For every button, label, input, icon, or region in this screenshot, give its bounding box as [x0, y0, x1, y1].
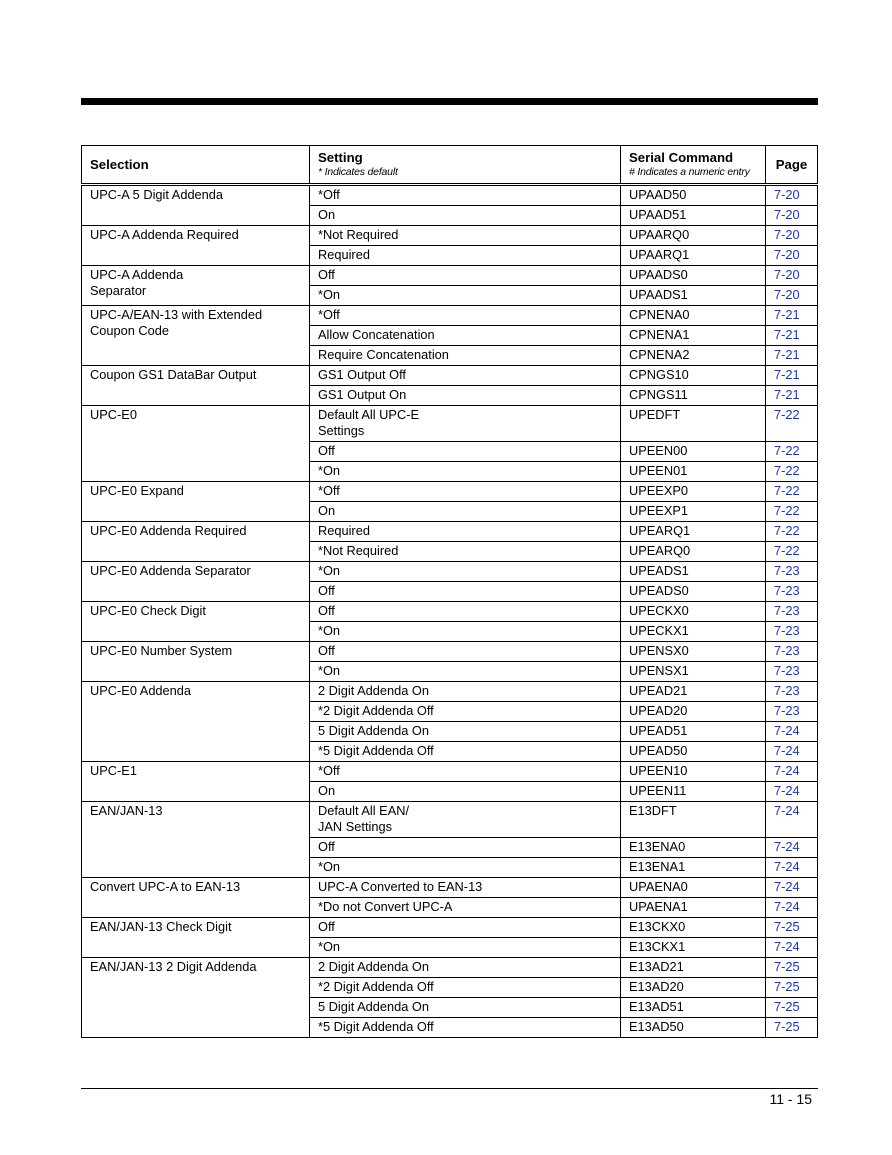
- page-link[interactable]: 7-24: [766, 878, 818, 898]
- selection-cell: EAN/JAN-13: [82, 802, 310, 878]
- setting-cell: On: [310, 206, 621, 226]
- page-link[interactable]: 7-23: [766, 622, 818, 642]
- page-link[interactable]: 7-25: [766, 998, 818, 1018]
- table-row: [82, 602, 818, 622]
- setting-cell: 5 Digit Addenda On: [310, 722, 621, 742]
- page-link[interactable]: 7-23: [766, 602, 818, 622]
- page-link[interactable]: 7-20: [766, 185, 818, 206]
- table-row: [82, 878, 818, 898]
- page-link[interactable]: 7-22: [766, 482, 818, 502]
- setting-cell: *Off: [310, 482, 621, 502]
- setting-cell: Off: [310, 918, 621, 938]
- serial-command-cell: UPEADS1: [621, 562, 766, 582]
- page-number: 11 - 15: [769, 1091, 812, 1107]
- serial-command-cell: UPEEXP0: [621, 482, 766, 502]
- page-link[interactable]: 7-20: [766, 286, 818, 306]
- setting-cell: On: [310, 502, 621, 522]
- setting-cell: *On: [310, 938, 621, 958]
- setting-cell: UPC-A Converted to EAN-13: [310, 878, 621, 898]
- selection-cell: Coupon GS1 DataBar Output: [82, 366, 310, 406]
- page-link[interactable]: 7-21: [766, 326, 818, 346]
- selection-cell: UPC-A Addenda Required: [82, 226, 310, 266]
- setting-cell: Off: [310, 642, 621, 662]
- setting-cell: GS1 Output On: [310, 386, 621, 406]
- selection-cell: UPC-A 5 Digit Addenda: [82, 185, 310, 226]
- page-link[interactable]: 7-23: [766, 582, 818, 602]
- selection-cell: UPC-E0 Addenda Separator: [82, 562, 310, 602]
- serial-command-cell: E13CKX0: [621, 918, 766, 938]
- page-link[interactable]: 7-22: [766, 542, 818, 562]
- selection-cell: EAN/JAN-13 Check Digit: [82, 918, 310, 958]
- setting-cell: Require Concatenation: [310, 346, 621, 366]
- serial-command-cell: UPEAD51: [621, 722, 766, 742]
- table-row: [82, 802, 818, 838]
- serial-command-cell: UPEEN01: [621, 462, 766, 482]
- serial-command-cell: UPAAD50: [621, 185, 766, 206]
- serial-command-cell: E13AD50: [621, 1018, 766, 1038]
- selection-cell: UPC-E0 Check Digit: [82, 602, 310, 642]
- serial-command-cell: UPEADS0: [621, 582, 766, 602]
- setting-cell: 5 Digit Addenda On: [310, 998, 621, 1018]
- setting-cell: *On: [310, 622, 621, 642]
- page-link[interactable]: 7-20: [766, 226, 818, 246]
- setting-cell: *Off: [310, 185, 621, 206]
- setting-cell: Allow Concatenation: [310, 326, 621, 346]
- table-row: [82, 642, 818, 662]
- page-link[interactable]: 7-20: [766, 266, 818, 286]
- header-setting-note: * Indicates default: [318, 165, 398, 178]
- header-row: [82, 146, 818, 185]
- page-link[interactable]: 7-21: [766, 366, 818, 386]
- setting-cell: *Do not Convert UPC-A: [310, 898, 621, 918]
- setting-cell: *On: [310, 562, 621, 582]
- page-link[interactable]: 7-23: [766, 562, 818, 582]
- serial-command-cell: UPEAD50: [621, 742, 766, 762]
- page-link[interactable]: 7-24: [766, 802, 818, 838]
- serial-command-cell: UPAENA1: [621, 898, 766, 918]
- serial-command-cell: UPEDFT: [621, 406, 766, 442]
- serial-command-cell: UPECKX1: [621, 622, 766, 642]
- serial-command-cell: CPNENA2: [621, 346, 766, 366]
- serial-command-cell: E13CKX1: [621, 938, 766, 958]
- page-link[interactable]: 7-21: [766, 346, 818, 366]
- serial-command-cell: UPEAD20: [621, 702, 766, 722]
- selection-cell: UPC-A/EAN-13 with Extended Coupon Code: [82, 306, 310, 366]
- page-link[interactable]: 7-21: [766, 306, 818, 326]
- page-link[interactable]: 7-24: [766, 722, 818, 742]
- serial-command-cell: UPEEN11: [621, 782, 766, 802]
- serial-command-cell: UPEARQ1: [621, 522, 766, 542]
- top-rule: [81, 98, 818, 105]
- page-link[interactable]: 7-24: [766, 858, 818, 878]
- table-row: [82, 185, 818, 206]
- page-link[interactable]: 7-23: [766, 642, 818, 662]
- page-link[interactable]: 7-23: [766, 662, 818, 682]
- table-row: [82, 762, 818, 782]
- serial-command-cell: UPENSX0: [621, 642, 766, 662]
- serial-command-cell: CPNGS11: [621, 386, 766, 406]
- serial-command-cell: UPECKX0: [621, 602, 766, 622]
- setting-cell: *5 Digit Addenda Off: [310, 1018, 621, 1038]
- setting-cell: Off: [310, 442, 621, 462]
- serial-command-cell: E13AD21: [621, 958, 766, 978]
- header-page: Page: [766, 146, 818, 185]
- setting-cell: *On: [310, 286, 621, 306]
- serial-command-cell: UPENSX1: [621, 662, 766, 682]
- header-serial-command: Serial Command # Indicates a numeric entry: [621, 146, 766, 185]
- serial-command-cell: UPAAD51: [621, 206, 766, 226]
- page-link[interactable]: 7-20: [766, 206, 818, 226]
- serial-command-cell: E13ENA1: [621, 858, 766, 878]
- selection-cell: UPC-E0 Expand: [82, 482, 310, 522]
- page-link[interactable]: 7-22: [766, 522, 818, 542]
- serial-command-cell: E13DFT: [621, 802, 766, 838]
- serial-command-cell: E13AD20: [621, 978, 766, 998]
- table-body: [82, 185, 818, 1038]
- page-link[interactable]: 7-25: [766, 978, 818, 998]
- setting-cell: Required: [310, 522, 621, 542]
- selection-cell: UPC-E0 Number System: [82, 642, 310, 682]
- setting-cell: *Off: [310, 306, 621, 326]
- setting-cell: *Not Required: [310, 542, 621, 562]
- page-link[interactable]: 7-24: [766, 742, 818, 762]
- table-row: [82, 366, 818, 386]
- header-serial-note: # Indicates a numeric entry: [629, 165, 750, 178]
- selection-cell: UPC-A Addenda Separator: [82, 266, 310, 306]
- setting-cell: Off: [310, 838, 621, 858]
- footer-rule: [81, 1088, 818, 1089]
- table-row: [82, 562, 818, 582]
- table-row: [82, 958, 818, 978]
- selection-cell: UPC-E1: [82, 762, 310, 802]
- serial-command-cell: UPEEN10: [621, 762, 766, 782]
- page-link[interactable]: 7-25: [766, 958, 818, 978]
- table-row: [82, 522, 818, 542]
- serial-command-cell: UPEEXP1: [621, 502, 766, 522]
- page-link[interactable]: 7-25: [766, 918, 818, 938]
- setting-cell: *Not Required: [310, 226, 621, 246]
- table-row: [82, 266, 818, 286]
- setting-cell: *2 Digit Addenda Off: [310, 978, 621, 998]
- setting-cell: Default All UPC-E Settings: [310, 406, 621, 442]
- table-row: [82, 406, 818, 442]
- serial-command-cell: UPAARQ0: [621, 226, 766, 246]
- page-link[interactable]: 7-24: [766, 782, 818, 802]
- selection-cell: EAN/JAN-13 2 Digit Addenda: [82, 958, 310, 1038]
- setting-cell: *Off: [310, 762, 621, 782]
- serial-command-cell: UPEARQ0: [621, 542, 766, 562]
- table-row: [82, 306, 818, 326]
- settings-table: [81, 145, 818, 1038]
- page-link[interactable]: 7-23: [766, 702, 818, 722]
- setting-cell: Required: [310, 246, 621, 266]
- serial-command-cell: CPNGS10: [621, 366, 766, 386]
- page-link[interactable]: 7-22: [766, 442, 818, 462]
- page-link[interactable]: 7-24: [766, 762, 818, 782]
- setting-cell: 2 Digit Addenda On: [310, 958, 621, 978]
- page-link[interactable]: 7-24: [766, 838, 818, 858]
- setting-cell: On: [310, 782, 621, 802]
- setting-cell: *On: [310, 662, 621, 682]
- page-link[interactable]: 7-21: [766, 386, 818, 406]
- setting-cell: Off: [310, 266, 621, 286]
- header-selection: Selection: [82, 146, 310, 185]
- page-link[interactable]: 7-20: [766, 246, 818, 266]
- selection-cell: UPC-E0 Addenda: [82, 682, 310, 762]
- page-link[interactable]: 7-24: [766, 938, 818, 958]
- setting-cell: Default All EAN/ JAN Settings: [310, 802, 621, 838]
- page-link[interactable]: 7-24: [766, 898, 818, 918]
- setting-cell: *On: [310, 858, 621, 878]
- serial-command-cell: UPAENA0: [621, 878, 766, 898]
- header-setting: Setting * Indicates default: [310, 146, 621, 185]
- page-link[interactable]: 7-22: [766, 406, 818, 442]
- table-row: [82, 482, 818, 502]
- serial-command-cell: E13AD51: [621, 998, 766, 1018]
- page-link[interactable]: 7-25: [766, 1018, 818, 1038]
- setting-cell: Off: [310, 582, 621, 602]
- serial-command-cell: UPEAD21: [621, 682, 766, 702]
- serial-command-cell: UPAARQ1: [621, 246, 766, 266]
- setting-cell: 2 Digit Addenda On: [310, 682, 621, 702]
- page-link[interactable]: 7-22: [766, 502, 818, 522]
- setting-cell: Off: [310, 602, 621, 622]
- serial-command-cell: UPAADS0: [621, 266, 766, 286]
- setting-cell: *5 Digit Addenda Off: [310, 742, 621, 762]
- setting-cell: *2 Digit Addenda Off: [310, 702, 621, 722]
- selection-cell: UPC-E0 Addenda Required: [82, 522, 310, 562]
- setting-cell: *On: [310, 462, 621, 482]
- page-link[interactable]: 7-22: [766, 462, 818, 482]
- serial-command-cell: E13ENA0: [621, 838, 766, 858]
- selection-cell: Convert UPC-A to EAN-13: [82, 878, 310, 918]
- setting-cell: GS1 Output Off: [310, 366, 621, 386]
- serial-command-cell: UPAADS1: [621, 286, 766, 306]
- selection-cell: UPC-E0: [82, 406, 310, 482]
- table-row: [82, 682, 818, 702]
- serial-command-cell: CPNENA1: [621, 326, 766, 346]
- table-row: [82, 918, 818, 938]
- table-row: [82, 226, 818, 246]
- serial-command-cell: CPNENA0: [621, 306, 766, 326]
- page-link[interactable]: 7-23: [766, 682, 818, 702]
- serial-command-cell: UPEEN00: [621, 442, 766, 462]
